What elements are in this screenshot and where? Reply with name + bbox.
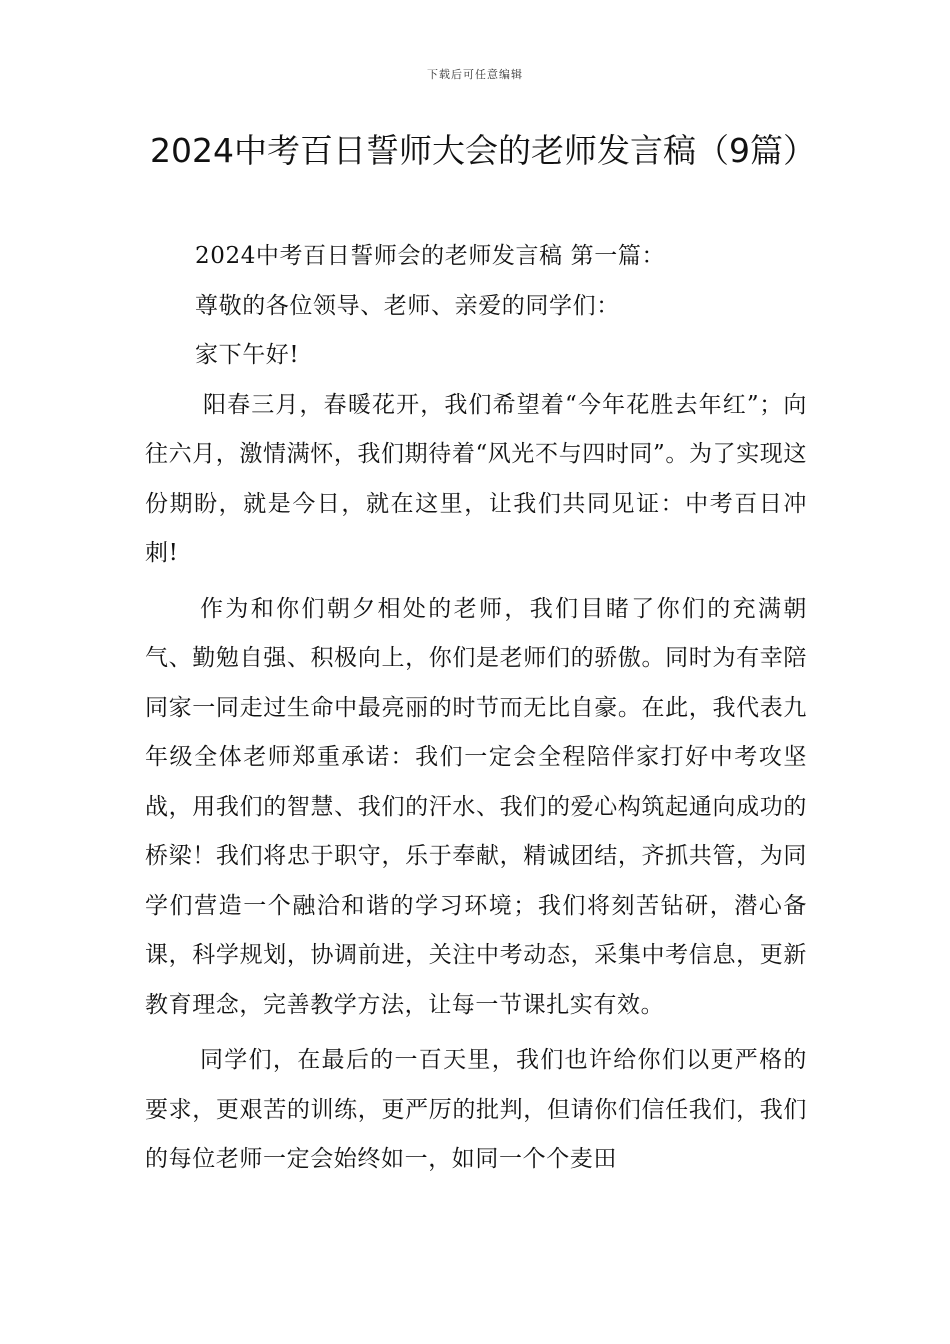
- salutation-line: 尊敬的各位领导、老师、亲爱的同学们：: [195, 292, 620, 319]
- header-note: 下载后可任意编辑: [427, 68, 523, 81]
- paragraph-3: 同学们，在最后的一百天里，我们也许给你们以更严格的要求，更艰苦的训练，更严厉的批判，但请你们信任我们，我们的每位老师一定会始终如一，如同一个个麦田: [145, 1047, 807, 1172]
- paragraph-1: 阳春三月，春暖花开，我们希望着“今年花胜去年红”；向往六月，激情满怀，我们期待着“风光不与四时同”。为了实现这份期盼，就是今日，就在这里，让我们共同见证：中考百日冲刺!: [145, 391, 807, 566]
- document-title: 2024中考百日誓师大会的老师发言稿（9篇）: [150, 131, 816, 170]
- paragraph-2: 作为和你们朝夕相处的老师，我们目睹了你们的充满朝气、勤勉自强、积极向上，你们是老师们的骄傲。同时为有幸陪同家一同走过生命中最亮丽的时节而无比自豪。在此，我代表九年级全体老师郑重承诺：我们一定会全程陪伴家打好中考攻坚战，用我们的智慧、我们的汗水、我们的爱心构筑起通向成功的桥梁！我们将忠于职守，乐于奉献，精诚团结，齐抓共管，为同学们营造一个融洽和谐的学习环境；我们将刻苦钻研，潜心备课，科学规划，协调前进，关注中考动态，采集中考信息，更新教育理念，完善教学方法，让每一节课扎实有效。: [145, 595, 807, 1018]
- greeting-line: 家下午好!: [195, 342, 300, 368]
- subtitle-line: 2024中考百日誓师会的老师发言稿 第一篇：: [195, 243, 666, 269]
- document-body: [145, 232, 807, 1185]
